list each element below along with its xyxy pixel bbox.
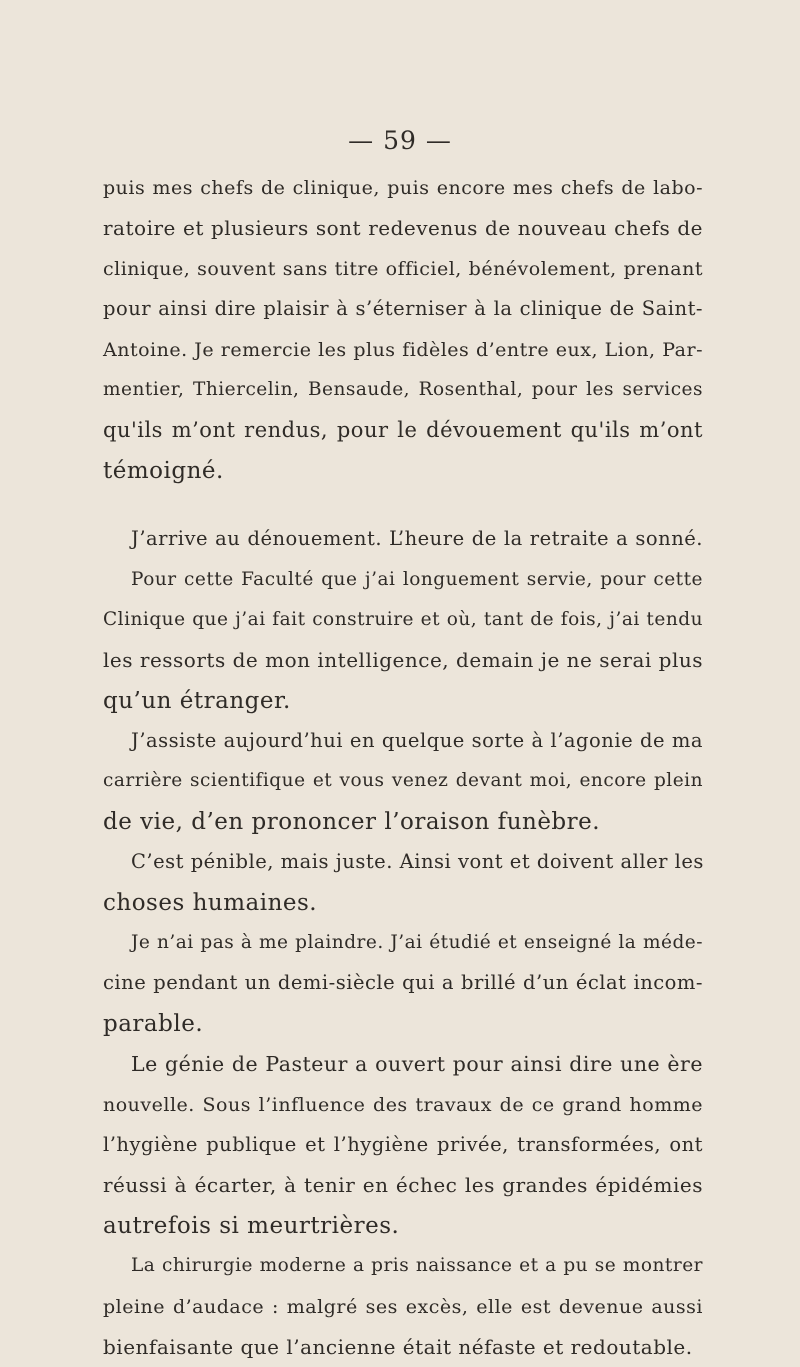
text-line: carrière scientifique et vous venez devant moi, encore plein <box>103 770 703 792</box>
paragraph <box>103 721 703 842</box>
text-line: Antoine. Je remercie les plus fidèles d’entre eux, Lion, Par- <box>103 338 703 361</box>
text-line: autrefois si meurtrières. <box>103 1212 400 1239</box>
paragraph <box>103 923 703 1044</box>
paragraph <box>103 168 703 491</box>
text-line: réussi à écarter, à tenir en échec les grandes épidémies <box>103 1173 703 1198</box>
paragraph <box>103 842 703 923</box>
text-line: nouvelle. Sous l’influence des travaux de ce grand homme <box>103 1093 703 1116</box>
text-line: mentier, Thiercelin, Bensaude, Rosenthal, pour les services <box>103 378 703 400</box>
text-line: pleine d’audace : malgré ses excès, elle est devenue aussi <box>103 1295 703 1318</box>
page-number: — 59 — <box>348 126 452 155</box>
text-line: qu’un étranger. <box>103 687 291 714</box>
page-body <box>103 168 703 1367</box>
text-line: de vie, d’en prononcer l’oraison funèbre. <box>103 808 601 835</box>
text-line: La chirurgie moderne a pris naissance et a pu se montrer <box>131 1255 703 1277</box>
text-line: J’arrive au dénouement. L’heure de la retraite a sonné. <box>131 527 703 551</box>
text-line: parable. <box>103 1010 204 1037</box>
text-line: cine pendant un demi-siècle qui a brillé d’un éclat incom- <box>103 971 703 995</box>
text-line: puis mes chefs de clinique, puis encore mes chefs de labo- <box>103 177 703 199</box>
text-line: l’hygiène publique et l’hygiène privée, transformées, ont <box>103 1132 703 1156</box>
text-line: pour ainsi dire plaisir à s’éterniser à la clinique de Saint- <box>103 297 703 321</box>
text-line: Je n’ai pas à me plaindre. J’ai étudié et enseigné la méde- <box>131 932 703 954</box>
text-line: Clinique que j’ai fait construire et où, tant de fois, j’ai tendu <box>103 608 703 630</box>
text-line: clinique, souvent sans titre officiel, bénévolement, prenant <box>103 257 703 280</box>
text-line: C’est pénible, mais juste. Ainsi vont et doivent aller les <box>131 850 704 874</box>
text-line: les ressorts de mon intelligence, demain je ne serai plus <box>103 648 703 673</box>
text-line: bienfaisante que l’ancienne était néfaste et redoutable. <box>103 1334 693 1359</box>
text-line: Pour cette Faculté que j’ai longuement servie, pour cette <box>131 568 703 590</box>
paragraph <box>103 560 703 722</box>
text-line: qu'ils m’ont rendus, pour le dévouement qu'ils m’ont <box>103 418 703 443</box>
paragraph-gap <box>103 491 703 519</box>
text-line: témoigné. <box>103 457 224 484</box>
paragraph <box>103 1044 703 1246</box>
text-line: choses humaines. <box>103 889 318 916</box>
text-line: Le génie de Pasteur a ouvert pour ainsi dire une ère <box>131 1052 703 1077</box>
text-line: J’assiste aujourd’hui en quelque sorte à l’agonie de ma <box>131 729 703 753</box>
text-line: ratoire et plusieurs sont redevenus de nouveau chefs de <box>103 216 703 241</box>
paragraph <box>103 1246 703 1367</box>
paragraph <box>103 519 703 559</box>
